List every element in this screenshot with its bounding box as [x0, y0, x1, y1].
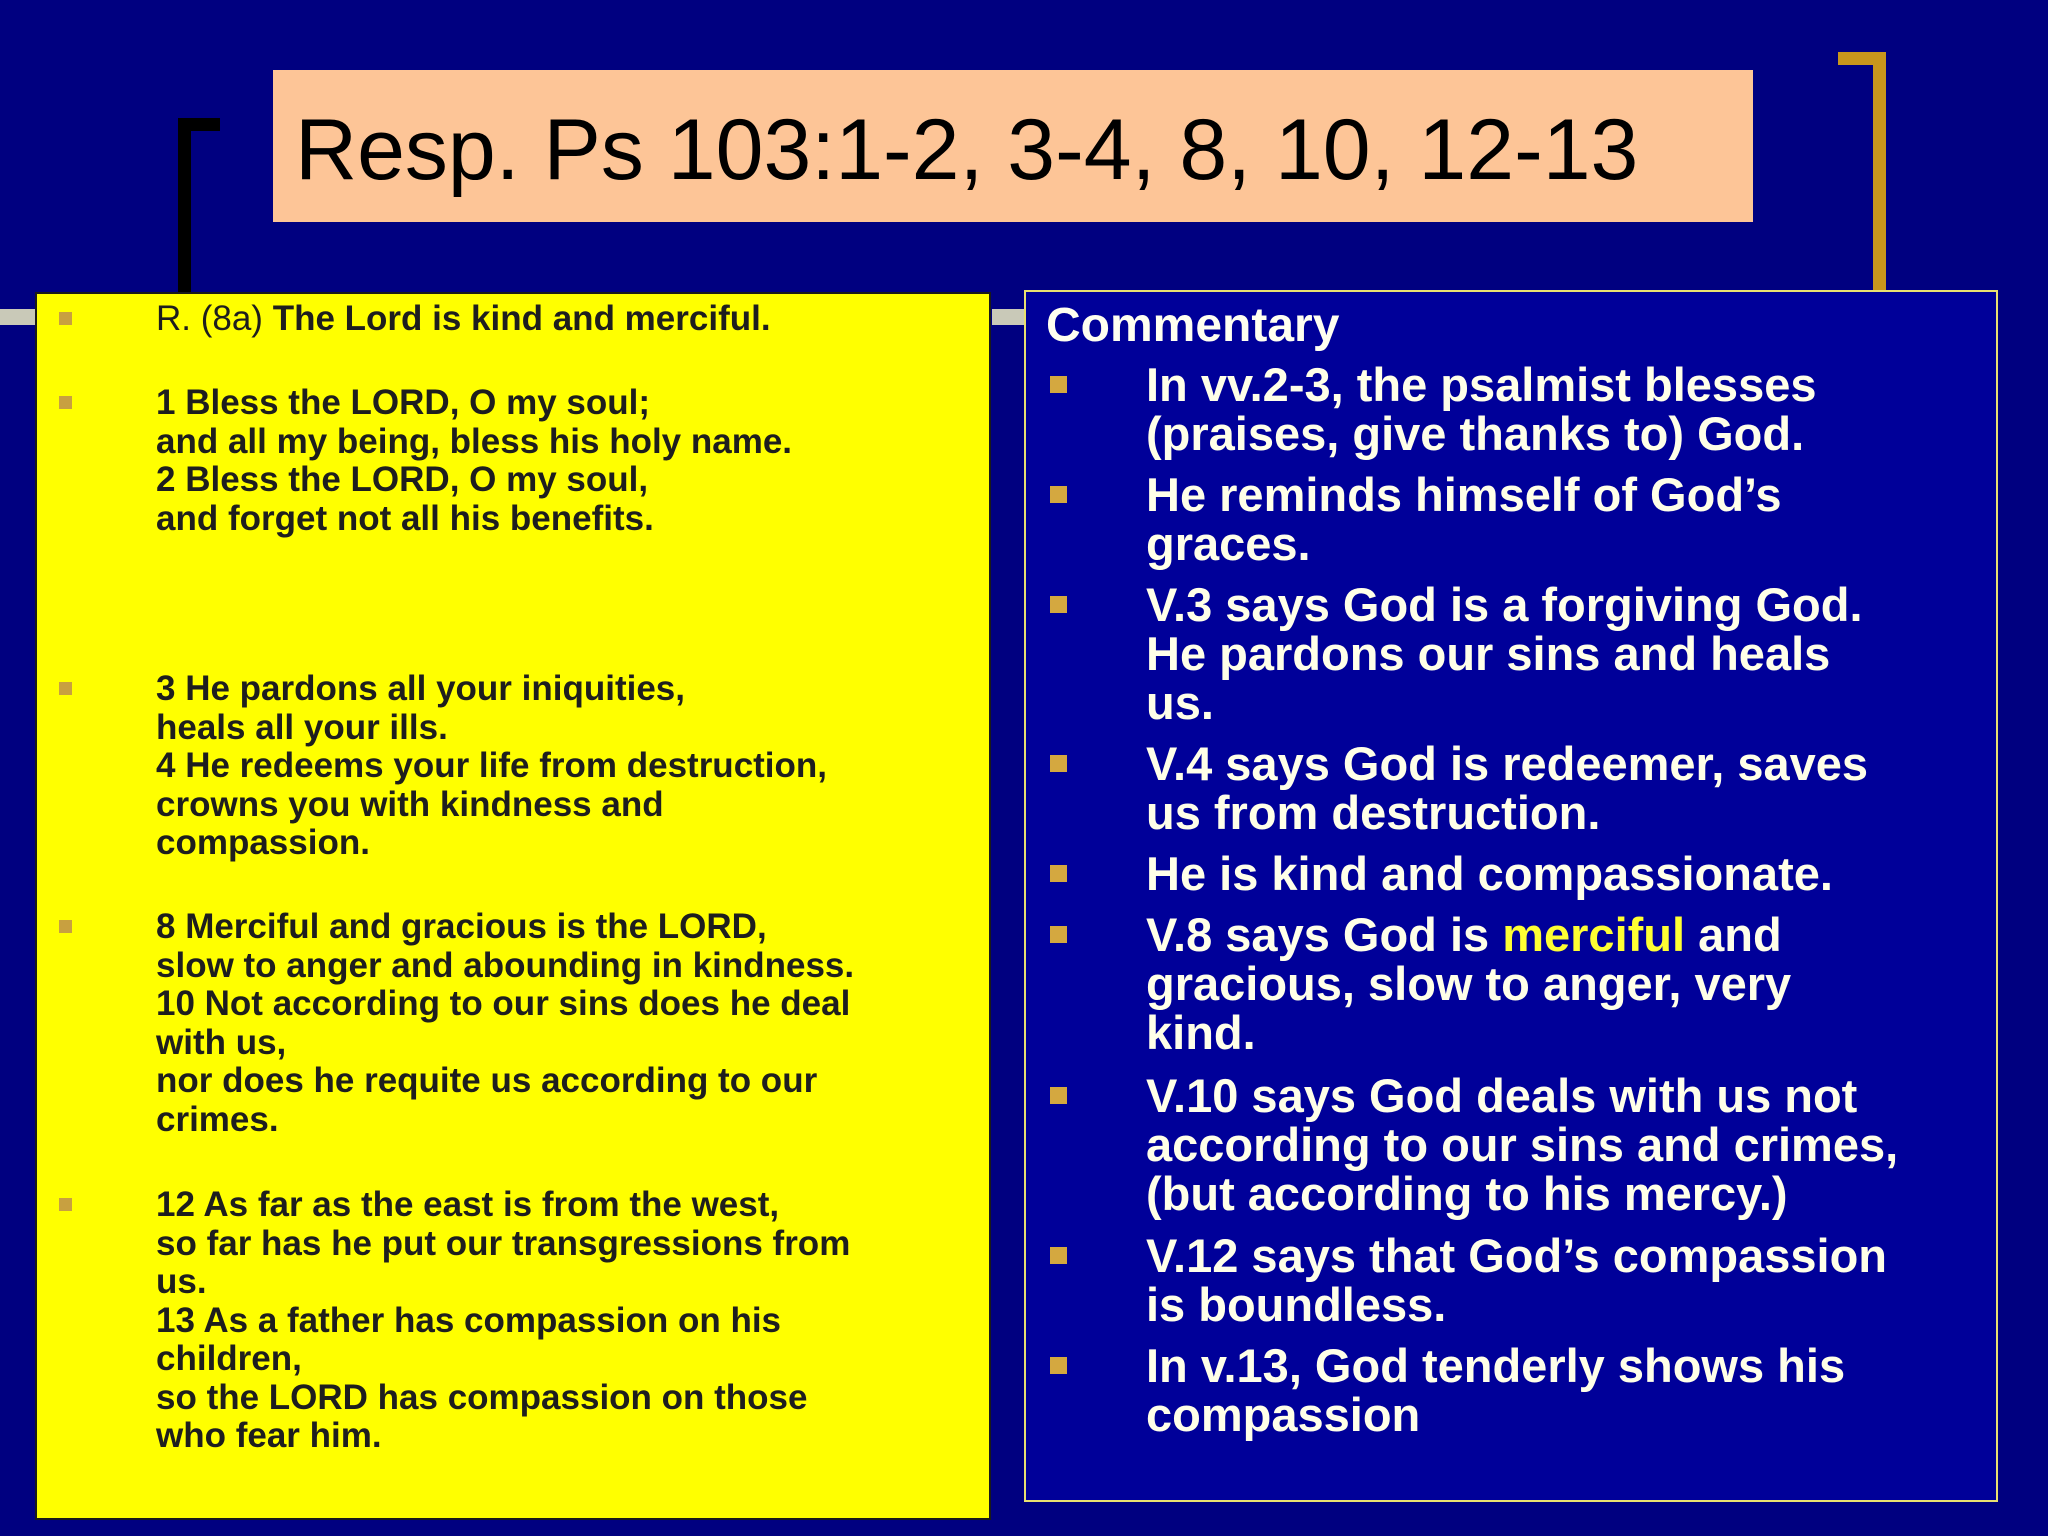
commentary-text — [1146, 1341, 1986, 1439]
right-bracket-decoration — [1838, 52, 1886, 298]
stanza-line: 1 Bless the LORD, O my soul; — [156, 383, 650, 422]
stanza-line: slow to anger and abounding in kindness. — [156, 945, 855, 985]
slide-title: Resp. Ps 103:1-2, 3-4, 8, 10, 12-13 — [295, 102, 1639, 198]
commentary-line: (praises, give thanks to) God. — [1146, 407, 1805, 460]
commentary-text — [1146, 849, 1986, 898]
bullet-icon — [1050, 376, 1067, 393]
bullet-icon — [1050, 926, 1067, 943]
stanza-line: crowns you with kindness and — [156, 784, 664, 824]
psalm-text-panel — [35, 292, 991, 1520]
bullet-icon — [1050, 1247, 1067, 1264]
commentary-text — [1146, 910, 1986, 1057]
commentary-line: He is kind and compassionate. — [1146, 847, 1833, 900]
stanza-text — [156, 1186, 976, 1456]
stanza-text — [156, 670, 976, 863]
divider-line-left — [0, 309, 36, 325]
refrain-prefix: R. (8a) — [156, 299, 273, 338]
commentary-line: kind. — [1146, 1006, 1256, 1059]
bullet-icon — [59, 312, 72, 325]
stanza-line: 4 He redeems your life from destruction, — [156, 746, 828, 785]
stanza-line: and all my being, bless his holy name. — [156, 421, 793, 461]
bullet-icon — [59, 920, 72, 933]
left-bracket-decoration — [178, 118, 220, 296]
bullet-icon — [1050, 755, 1067, 772]
commentary-text — [1146, 1231, 1986, 1329]
title-box — [273, 70, 1753, 222]
stanza-line: so the LORD has compassion on those — [156, 1377, 808, 1417]
commentary-line: V.3 says God is a forgiving God. — [1146, 578, 1863, 631]
refrain-text — [156, 300, 976, 339]
commentary-fragment: V.8 says God is — [1146, 908, 1503, 961]
stanza-line: crimes. — [156, 1099, 279, 1139]
stanza-line: 2 Bless the LORD, O my soul, — [156, 460, 649, 499]
commentary-line: In v.13, God tenderly shows his — [1146, 1339, 1846, 1392]
stanza-line: compassion. — [156, 823, 370, 862]
bullet-icon — [1050, 596, 1067, 613]
stanza-line: children, — [156, 1339, 302, 1378]
highlighted-word: merciful — [1502, 908, 1686, 961]
bullet-icon — [1050, 1357, 1067, 1374]
commentary-line: V.4 says God is redeemer, saves — [1146, 737, 1869, 790]
stanza-line: nor does he requite us according to our — [156, 1061, 818, 1100]
commentary-line: V.10 says God deals with us not — [1146, 1069, 1858, 1122]
commentary-text — [1146, 739, 1986, 837]
stanza-line: 13 As a father has compassion on his — [156, 1300, 782, 1340]
commentary-line: is boundless. — [1146, 1278, 1447, 1331]
commentary-line: V.12 says that God’s compassion — [1146, 1229, 1887, 1282]
commentary-line: compassion — [1146, 1388, 1421, 1441]
stanza-line: who fear him. — [156, 1416, 382, 1455]
commentary-line — [1146, 910, 1986, 959]
commentary-line: us from destruction. — [1146, 786, 1601, 839]
commentary-text — [1146, 1071, 1986, 1218]
stanza-line: us. — [156, 1262, 207, 1301]
bullet-icon — [1050, 865, 1067, 882]
bullet-icon — [1050, 1087, 1067, 1104]
stanza-line: heals all your ills. — [156, 707, 448, 747]
bullet-icon — [59, 396, 72, 409]
stanza-line: 8 Merciful and gracious is the LORD, — [156, 907, 767, 946]
commentary-fragment: and — [1685, 908, 1782, 961]
refrain-response: The Lord is kind and merciful. — [272, 299, 771, 338]
commentary-line: us. — [1146, 676, 1214, 729]
divider-line-middle — [992, 309, 1024, 325]
bullet-icon — [59, 1198, 72, 1211]
commentary-line: In vv.2-3, the psalmist blesses — [1146, 358, 1817, 411]
commentary-text — [1146, 470, 1986, 568]
stanza-line: 3 He pardons all your iniquities, — [156, 669, 685, 708]
stanza-text — [156, 384, 976, 538]
commentary-line: He reminds himself of God’s — [1146, 468, 1782, 521]
stanza-line: and forget not all his benefits. — [156, 498, 654, 538]
stanza-text — [156, 908, 976, 1139]
stanza-line: 10 Not according to our sins does he deal — [156, 984, 851, 1023]
commentary-line: according to our sins and crimes, — [1146, 1118, 1899, 1171]
commentary-panel — [1024, 290, 1998, 1502]
bullet-icon — [1050, 486, 1067, 503]
stanza-line: with us, — [156, 1022, 287, 1062]
commentary-line: graces. — [1146, 517, 1311, 570]
commentary-line: He pardons our sins and heals — [1146, 627, 1831, 680]
commentary-line: (but according to his mercy.) — [1146, 1167, 1788, 1220]
commentary-text — [1146, 360, 1986, 458]
commentary-line: gracious, slow to anger, very — [1146, 957, 1792, 1010]
commentary-text — [1146, 580, 1986, 727]
stanza-line: so far has he put our transgressions from — [156, 1223, 851, 1263]
commentary-heading: Commentary — [1046, 299, 1340, 352]
stanza-line: 12 As far as the east is from the west, — [156, 1185, 780, 1224]
bullet-icon — [59, 682, 72, 695]
